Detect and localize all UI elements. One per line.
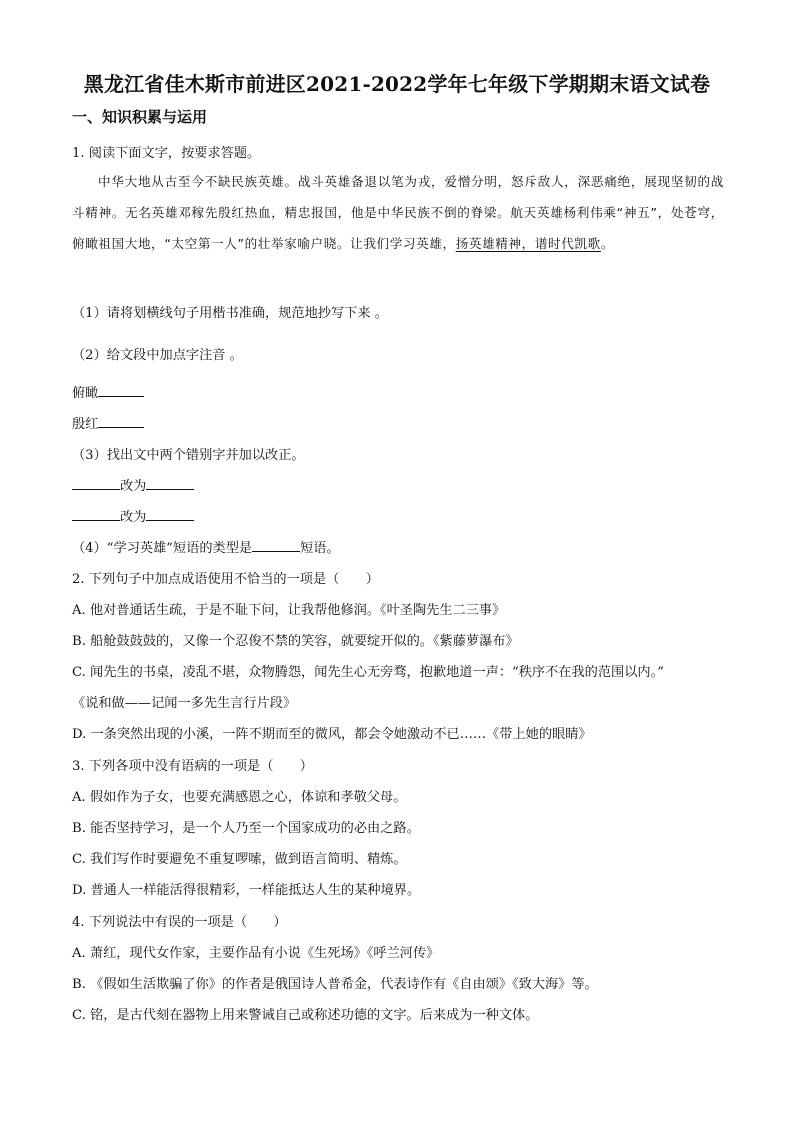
- page-title: 黑龙江省佳木斯市前进区2021-2022学年七年级下学期期末语文试卷: [83, 72, 711, 96]
- pinyin-item-1: [72, 382, 144, 401]
- q3-option-d: D. 普通人一样能活得很精彩，一样能抵达人生的某种境界。: [72, 883, 421, 898]
- q4-stem: 4. 下列说法中有误的一项是（ ）: [72, 915, 287, 930]
- answer-blank[interactable]: [72, 508, 120, 521]
- correction-row-1: [72, 475, 194, 494]
- change-label: 改为: [120, 479, 147, 494]
- word-2: 殷红: [72, 417, 99, 432]
- answer-blank[interactable]: [98, 384, 144, 397]
- word-1: 俯瞰: [72, 386, 99, 401]
- correction-row-2: [72, 506, 194, 525]
- q1-sub4: [72, 537, 340, 556]
- q3-stem: 3. 下列各项中没有语病的一项是（ ）: [72, 759, 313, 774]
- section-heading: 一、知识积累与运用: [72, 108, 208, 126]
- q2-option-c: C. 闻先生的书桌，凌乱不堪，众物腾怨，闻先生心无旁骛，抱歉地道一声：“秩序不在我的范围以内。”: [72, 665, 664, 680]
- q4-option-c: C. 铭，是古代刻在器物上用来警诫自己或称述功德的文字。后来成为一种文体。: [72, 1008, 539, 1023]
- change-label: 改为: [120, 510, 147, 525]
- q1-sub2: （2）给文段中加点字注音 。: [72, 348, 243, 363]
- passage-end: 。: [600, 236, 615, 251]
- answer-blank[interactable]: [146, 508, 194, 521]
- q4-option-a: A. 萧红，现代女作家，主要作品有小说《生死场》《呼兰河传》: [72, 946, 440, 961]
- sub4-prefix: （4）“学习英雄”短语的类型是: [72, 541, 253, 556]
- underlined-sentence: 扬英雄精神，谱时代凯歌: [455, 236, 601, 251]
- sub4-suffix: 短语。: [300, 541, 340, 556]
- q1-passage: [72, 166, 724, 259]
- q4-option-b: B. 《假如生活欺骗了你》的作者是俄国诗人普希金，代表诗作有《自由颂》《致大海》等。: [72, 977, 598, 992]
- pinyin-item-2: [72, 413, 144, 432]
- q2-option-c-source: 《说和做——记闻一多先生言行片段》: [72, 696, 297, 711]
- answer-blank[interactable]: [98, 415, 144, 428]
- passage-text: 中华大地从古至今不缺民族英雄。战斗英雄备退以笔为戎，爱憎分明，怒斥敌人，深恶痛绝，展现坚韧的战斗精神。无名英雄邓稼先殷红热血，精忠报国，他是中华民族不倒的脊梁。航天英雄杨利伟乘“神五”，处苍穹，俯瞰祖国大地，“太空第一人”的壮举家喻户晓。让我们学习英雄，: [72, 174, 724, 251]
- answer-blank[interactable]: [72, 477, 120, 490]
- q2-option-d: D. 一条突然出现的小溪，一阵不期而至的微风，都会令她激动不已……《带上她的眼睛》: [72, 727, 592, 742]
- answer-blank[interactable]: [252, 539, 300, 552]
- q2-stem: 2. 下列句子中加点成语使用不恰当的一项是（ ）: [72, 572, 379, 587]
- q1-sub3: （3）找出文中两个错别字并加以改正。: [72, 448, 305, 463]
- q3-option-b: B. 能否坚持学习，是一个人乃至一个国家成功的必由之路。: [72, 821, 420, 836]
- q3-option-c: C. 我们写作时要避免不重复啰嗦，做到语言简明、精炼。: [72, 852, 407, 867]
- q2-option-a: A. 他对普通话生疏，于是不耻下问，让我帮他修润。《叶圣陶先生二三事》: [72, 603, 506, 618]
- q1-sub1: （1）请将划横线句子用楷书准确，规范地抄写下来 。: [72, 306, 388, 321]
- q3-option-a: A. 假如作为子女，也要充满感恩之心，体谅和孝敬父母。: [72, 790, 407, 805]
- q1-stem: 1. 阅读下面文字，按要求答题。: [72, 146, 261, 161]
- q2-option-b: B. 船舱鼓鼓鼓的，又像一个忍俊不禁的笑容，就要绽开似的。《紫藤萝瀑布》: [72, 634, 519, 649]
- answer-blank[interactable]: [146, 477, 194, 490]
